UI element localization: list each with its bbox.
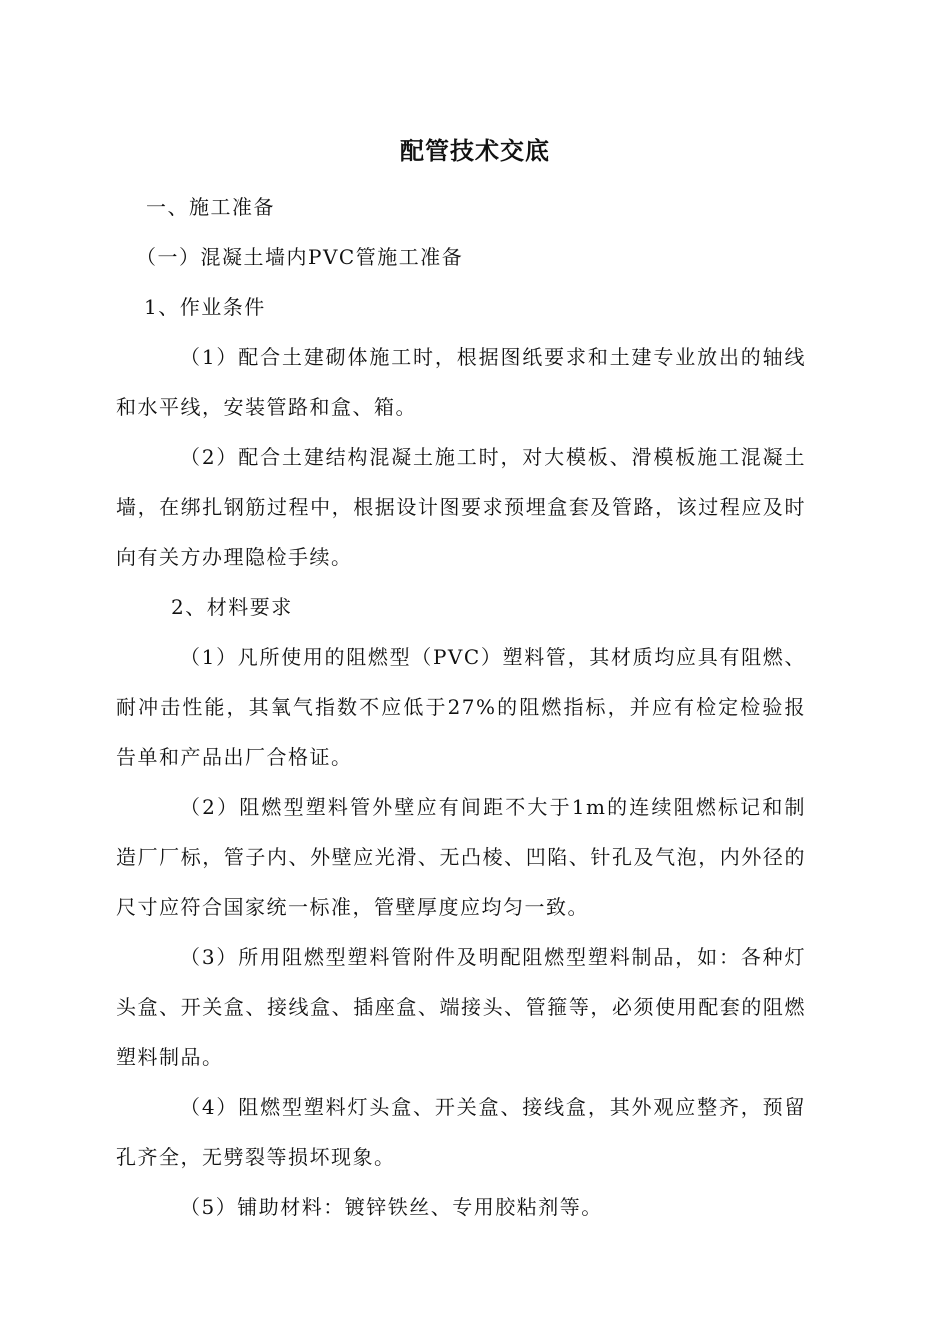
document-title: 配管技术交底 [400, 136, 550, 165]
paragraph-condition-1: （1）配合土建砌体施工时，根据图纸要求和土建专业放出的轴线和水平线，安装管路和盒、箱。 [116, 345, 806, 419]
paragraph-material-3: （3）所用阻燃型塑料管附件及明配阻燃型塑料制品，如：各种灯头盒、开关盒、接线盒、插座盒、端接头、管箍等，必须使用配套的阻燃塑料制品。 [116, 945, 806, 1069]
section-heading-construction-preparation: 一、施工准备 [146, 195, 275, 219]
paragraph-material-2: （2）阻燃型塑料管外壁应有间距不大于1m的连续阻燃标记和制造厂厂标，管子内、外壁应光滑、无凸棱、凹陷、针孔及气泡，内外径的尺寸应符合国家统一标准，管壁厚度应均匀一致。 [116, 795, 806, 919]
item-heading-material-requirements: 2、材料要求 [171, 595, 293, 619]
paragraph-condition-2: （2）配合土建结构混凝土施工时，对大模板、滑模板施工混凝土墙，在绑扎钢筋过程中，根据设计图要求预埋盒套及管路，该过程应及时向有关方办理隐检手续。 [116, 445, 806, 569]
paragraph-material-1: （1）凡所使用的阻燃型（PVC）塑料管，其材质均应具有阻燃、耐冲击性能，其氧气指数不应低于27%的阻燃指标，并应有检定检验报告单和产品出厂合格证。 [116, 645, 806, 769]
paragraph-material-5: （5）铺助材料：镀锌铁丝、专用胶粘剂等。 [180, 1195, 603, 1219]
subsection-heading-pvc-pipe-preparation: （一）混凝土墙内PVC管施工准备 [136, 245, 464, 269]
paragraph-material-4: （4）阻燃型塑料灯头盒、开关盒、接线盒，其外观应整齐，预留孔齐全，无劈裂等损坏现象。 [116, 1095, 806, 1169]
item-heading-working-conditions: 1、作业条件 [144, 295, 266, 319]
document-body [116, 182, 806, 1232]
